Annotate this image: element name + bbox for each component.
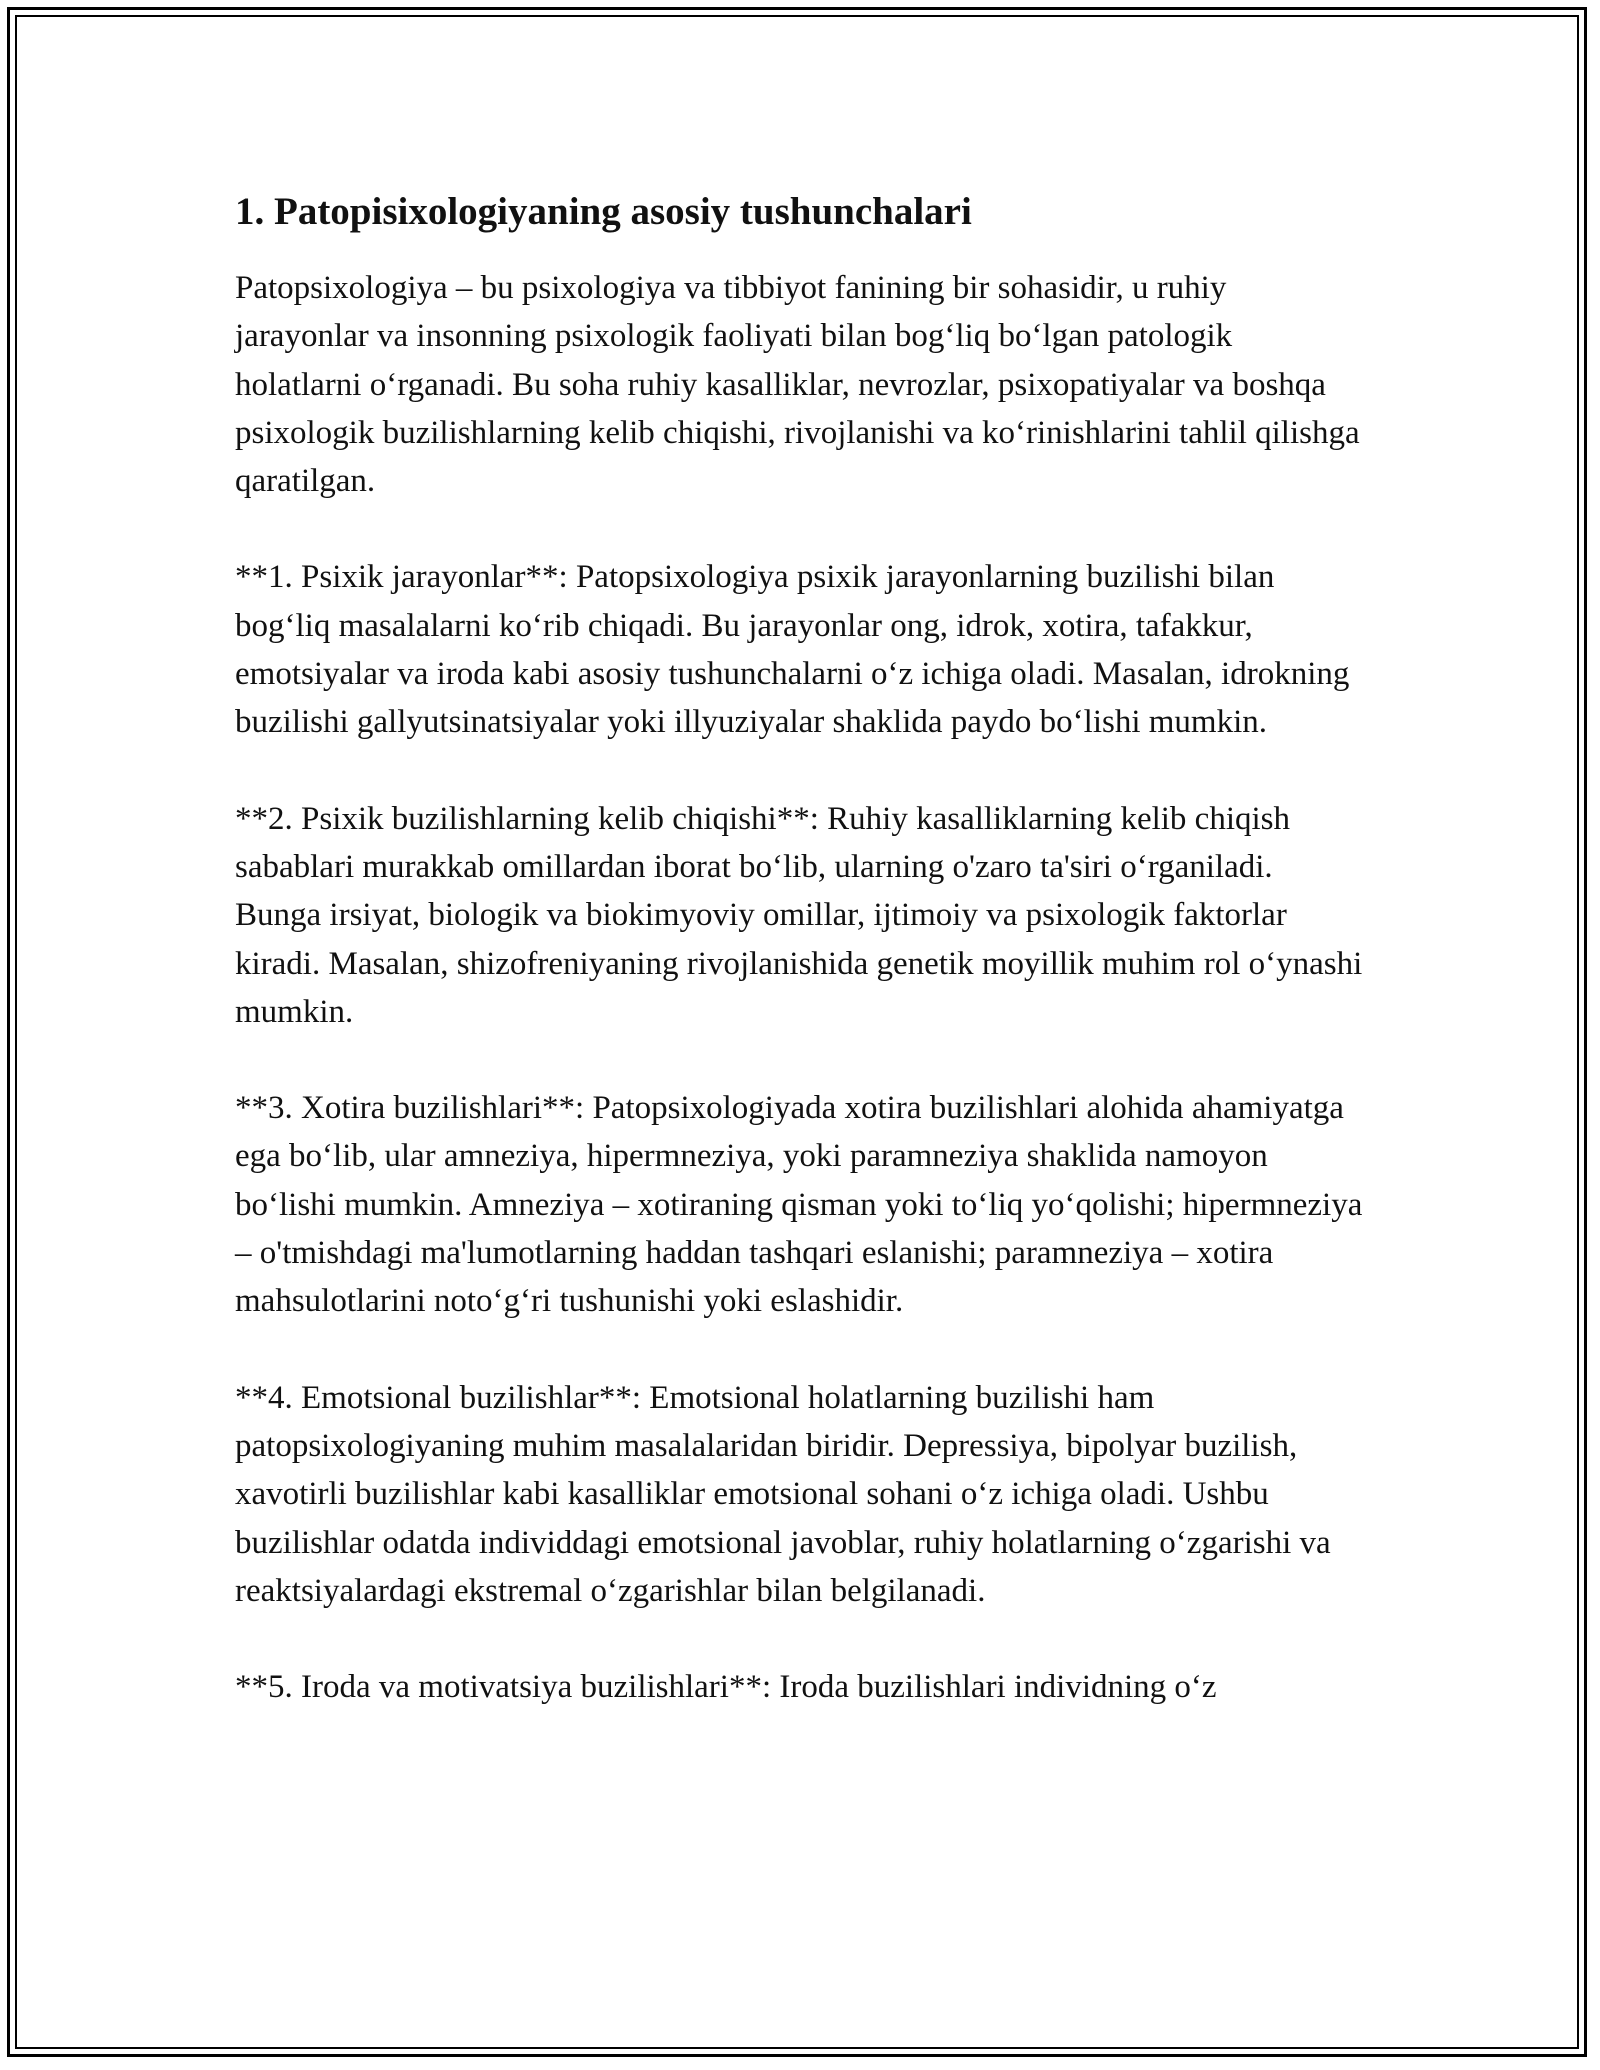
paragraph-psixik-jarayonlar: **1. Psixik jarayonlar**: Patopsixologiya psixik jarayonlarning buzilishi bilan bog‘liq masalalarni ko‘rib chiqadi. Bu jarayonlar ong, idrok, xotira, tafakkur, emotsiyalar va iroda kabi asosiy tushunchalarni o‘z ichiga oladi. Masalan, idrokning buzilishi gallyutsinatsiyalar yoki illyuziyalar shaklida paydo bo‘lishi mumkin. [235,559,1350,741]
paragraph-emotsional-buzilishlar: **4. Emotsional buzilishlar**: Emotsional holatlarning buzilishi ham patopsixologiyaning muhim masalalaridan biridir. Depressiya, bipolyar buzilish, xavotirli buzilishlar kabi kasalliklar emotsional sohani o‘z ichiga oladi. Ushbu buzilishlar odatda individdagi emotsional javoblar, ruhiy holatlarning o‘zgarishi va reaktsiyalardagi ekstremal o‘zgarishlar bilan belgilanadi. [235,1379,1331,1609]
section-heading: 1. Patopisixologiyaning asosiy tushunchalari [235,190,972,233]
paragraph-kelib-chiqishi: **2. Psixik buzilishlarning kelib chiqishi**: Ruhiy kasalliklarning kelib chiqish sabablari murakkab omillardan iborat bo‘lib, ularning o'zaro ta'siri o‘rganiladi. Bunga irsiyat, biologik va biokimyoviy omillar, ijtimoiy va psixologik faktorlar kiradi. Masalan, shizofreniyaning rivojlanishida genetik moyillik muhim rol o‘ynashi mumkin. [235,800,1363,1030]
paragraph-xotira-buzilishlari: **3. Xotira buzilishlari**: Patopsixologiyada xotira buzilishlari alohida ahamiyatga ega bo‘lib, ular amneziya, hipermneziya, yoki paramneziya shaklida namoyon bo‘lishi mumkin. Amneziya – xotiraning qisman yoki to‘liq yo‘qolishi; hipermneziya – o'tmishdagi ma'lumotlarning haddan tashqari eslanishi; paramneziya – xotira mahsulotlarini noto‘g‘ri tushunishi yoki eslashidir. [235,1090,1363,1320]
intro-paragraph: Patopsixologiya – bu psixologiya va tibbiyot fanining bir sohasidir, u ruhiy jarayonlar va insonning psixologik faoliyati bilan bog‘liq bo‘lgan patologik holatlarni o‘rganadi. Bu soha ruhiy kasalliklar, nevrozlar, psixopatiyalar va boshqa psixologik buzilishlarning kelib chiqishi, rivojlanishi va ko‘rinishlarini tahlil qilishga qaratilgan. [235,270,1360,500]
document-body [235,186,1365,1759]
paragraph-iroda-motivatsiya: **5. Iroda va motivatsiya buzilishlari**: Iroda buzilishlari individning o‘z [235,1669,1217,1706]
